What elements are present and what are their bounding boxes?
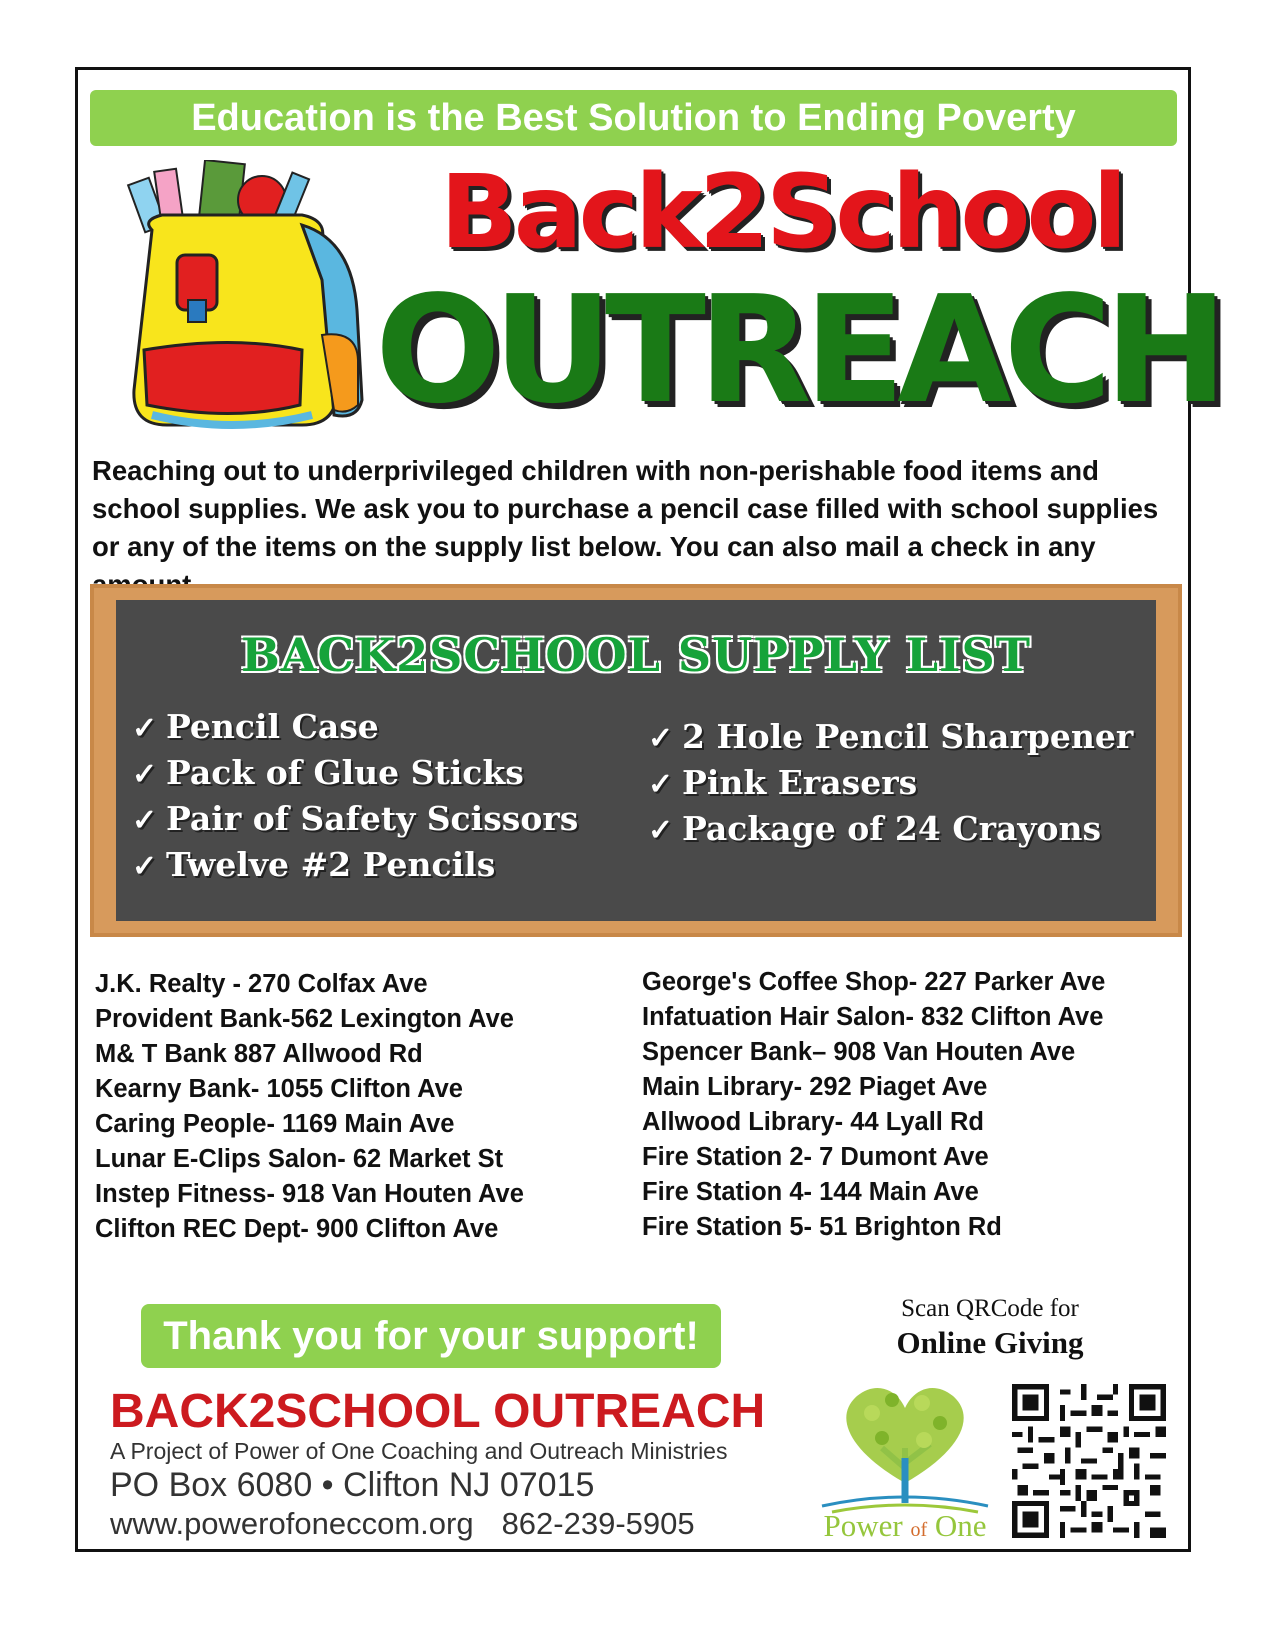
supply-item xyxy=(132,750,578,796)
location-item: Fire Station 5- 51 Brighton Rd xyxy=(642,1213,1002,1241)
org-contact xyxy=(110,1506,723,1542)
location-item: Fire Station 2- 7 Dumont Ave xyxy=(642,1143,989,1171)
power-of-one-logo-text xyxy=(812,1508,998,1544)
location-item: M& T Bank 887 Allwood Rd xyxy=(95,1040,423,1068)
check-icon: ✓ xyxy=(132,757,158,792)
supply-item-label: 2 Hole Pencil Sharpener xyxy=(682,717,1134,756)
org-subtitle: A Project of Power of One Coaching and Outreach Ministries xyxy=(110,1438,728,1464)
dropoff-locations-right xyxy=(642,965,1105,1245)
qr-code[interactable] xyxy=(1012,1384,1166,1538)
supply-item-label: Twelve #2 Pencils xyxy=(166,845,496,884)
location-item: Main Library- 292 Piaget Ave xyxy=(642,1073,988,1101)
location-item: Clifton REC Dept- 900 Clifton Ave xyxy=(95,1215,499,1243)
top-banner: Education is the Best Solution to Ending Poverty xyxy=(90,90,1177,146)
supply-item-label: Pair of Safety Scissors xyxy=(166,799,579,838)
supply-item xyxy=(648,760,1133,806)
supply-item xyxy=(648,806,1133,852)
check-icon: ✓ xyxy=(132,711,158,746)
location-item: Lunar E-Clips Salon- 62 Market St xyxy=(95,1145,504,1173)
supply-item xyxy=(648,714,1133,760)
location-item: Provident Bank-562 Lexington Ave xyxy=(95,1005,514,1033)
check-icon: ✓ xyxy=(648,767,674,802)
dropoff-locations-left xyxy=(95,967,524,1247)
logo-word-of: of xyxy=(910,1519,928,1541)
supply-item-label: Pencil Case xyxy=(166,707,379,746)
org-po-box: PO Box 6080 • Clifton NJ 07015 xyxy=(110,1466,595,1504)
location-item: Allwood Library- 44 Lyall Rd xyxy=(642,1108,984,1136)
check-icon: ✓ xyxy=(132,803,158,838)
location-item: Caring People- 1169 Main Ave xyxy=(95,1110,455,1138)
supply-item xyxy=(132,704,578,750)
intro-paragraph: Reaching out to underprivileged children with non-perishable food items and school supplies. We ask you to purchase a pencil case filled with school supplies or any of the items on the supply list below. You can also mail a check in any xyxy=(92,455,1159,562)
location-item: Kearny Bank- 1055 Clifton Ave xyxy=(95,1075,463,1103)
location-item: Fire Station 4- 144 Main Ave xyxy=(642,1178,979,1206)
supply-list-left xyxy=(132,704,578,888)
supply-item-label: Package of 24 Crayons xyxy=(682,809,1102,848)
supply-item xyxy=(132,796,578,842)
org-name: BACK2SCHOOL OUTREACH xyxy=(110,1385,766,1438)
chalkboard xyxy=(116,600,1156,921)
logo-word-one: One xyxy=(934,1508,987,1543)
logo-word-power: Power xyxy=(823,1508,903,1543)
supply-item-label: Pink Erasers xyxy=(682,763,918,802)
location-item: J.K. Realty - 270 Colfax Ave xyxy=(95,970,428,998)
supply-list-right xyxy=(648,714,1133,852)
location-item: Spencer Bank– 908 Van Houten Ave xyxy=(642,1038,1076,1066)
supply-item xyxy=(132,842,578,888)
backpack-illustration xyxy=(122,160,372,445)
phone-number: 862-239-5905 xyxy=(501,1506,695,1541)
location-item: Instep Fitness- 918 Van Houten Ave xyxy=(95,1180,524,1208)
title-outreach: OUTREACH xyxy=(375,264,1221,436)
supply-list-title: BACK2SCHOOL SUPPLY LIST xyxy=(240,628,1032,682)
check-icon: ✓ xyxy=(132,849,158,884)
qr-caption-line1: Scan QRCode for xyxy=(901,1295,1079,1322)
location-item: George's Coffee Shop- 227 Parker Ave xyxy=(642,968,1106,996)
chalkboard-frame xyxy=(90,584,1182,937)
website-link[interactable]: www.powerofoneccom.org xyxy=(110,1506,474,1541)
title-back2school: Back2School xyxy=(440,153,1124,272)
check-icon: ✓ xyxy=(648,813,674,848)
supply-item-label: Pack of Glue Sticks xyxy=(166,753,524,792)
thank-you-banner: Thank you for your support! xyxy=(141,1304,721,1368)
check-icon: ✓ xyxy=(648,721,674,756)
location-item: Infatuation Hair Salon- 832 Clifton Ave xyxy=(642,1003,1104,1031)
qr-caption-line2: Online Giving xyxy=(896,1325,1084,1360)
